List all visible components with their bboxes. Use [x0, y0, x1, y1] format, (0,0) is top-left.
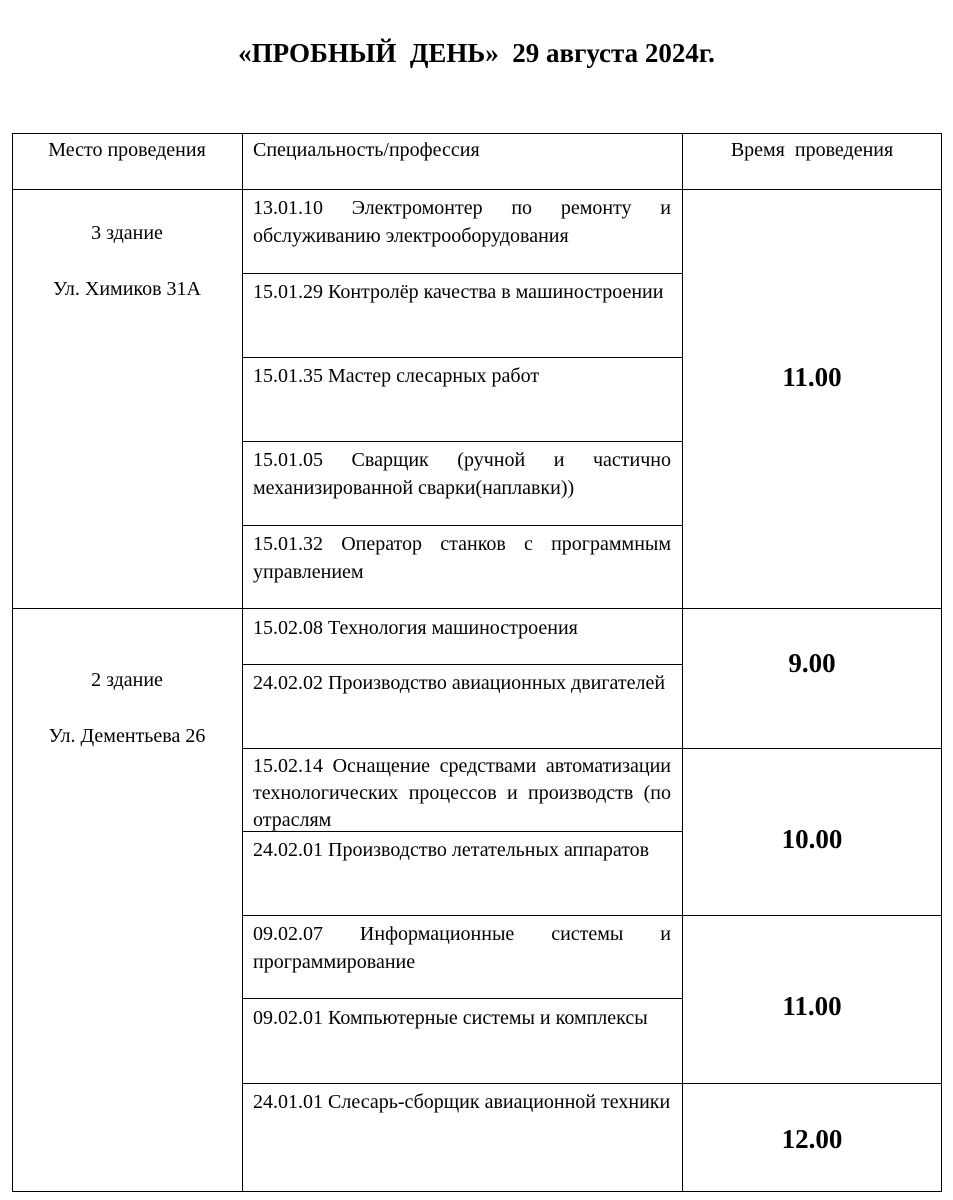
page-title: «ПРОБНЫЙ ДЕНЬ» 29 августа 2024г. — [238, 38, 715, 68]
row-divider — [242, 915, 942, 916]
building-label: 2 здание — [91, 669, 163, 691]
column-divider — [242, 133, 243, 1192]
specialty-cell: 15.02.14 Оснащение средствами автоматизации технологических процессов и производств (по отраслям — [253, 755, 671, 831]
row-divider — [242, 441, 682, 442]
row-divider — [242, 273, 682, 274]
specialty-cell: 15.01.29 Контролёр качества в машиностроении — [253, 281, 664, 303]
time-cell: 10.00 — [781, 824, 843, 854]
specialty-cell: 24.01.01 Слесарь-сборщик авиационной техники — [253, 1091, 671, 1113]
specialty-cell: 15.01.35 Мастер слесарных работ — [253, 365, 540, 387]
row-divider — [242, 664, 682, 665]
specialty-cell: 24.02.01 Производство летательных аппаратов — [253, 839, 650, 861]
time-cell: 12.00 — [781, 1124, 843, 1154]
header-place: Место проведения — [48, 139, 206, 161]
specialty-cell: 09.02.07 Информационные системы и программирование — [253, 923, 671, 973]
specialty-cell: 13.01.10 Электромонтер по ремонту и обслуживанию электрооборудования — [253, 197, 671, 247]
header-time: Время проведения — [730, 139, 894, 161]
table-header-divider — [12, 189, 942, 190]
time-cell: 11.00 — [782, 362, 842, 392]
specialty-cell: 15.02.08 Технология машиностроения — [253, 617, 578, 639]
table-group-divider — [12, 608, 942, 609]
address-label: Ул. Химиков 31А — [53, 278, 201, 300]
building-label: 3 здание — [91, 222, 163, 244]
specialty-cell: 09.02.01 Компьютерные системы и комплексы — [253, 1007, 648, 1029]
row-divider — [242, 357, 682, 358]
specialty-cell: 15.01.32 Оператор станков с программным управлением — [253, 533, 671, 583]
time-cell: 11.00 — [782, 991, 842, 1021]
row-divider — [242, 748, 942, 749]
table-border-bottom — [12, 1191, 942, 1192]
row-divider — [242, 1083, 942, 1084]
specialty-cell: 24.02.02 Производство авиационных двигателей — [253, 672, 666, 694]
address-label: Ул. Дементьева 26 — [48, 725, 206, 747]
time-cell: 9.00 — [788, 648, 836, 678]
header-specialty: Специальность/профессия — [253, 139, 480, 161]
row-divider — [242, 998, 682, 999]
table-border-top — [12, 133, 942, 134]
row-divider — [242, 525, 682, 526]
specialty-cell: 15.01.05 Сварщик (ручной и частично механизированной сварки(наплавки)) — [253, 449, 671, 499]
table-border-right — [941, 133, 942, 1192]
